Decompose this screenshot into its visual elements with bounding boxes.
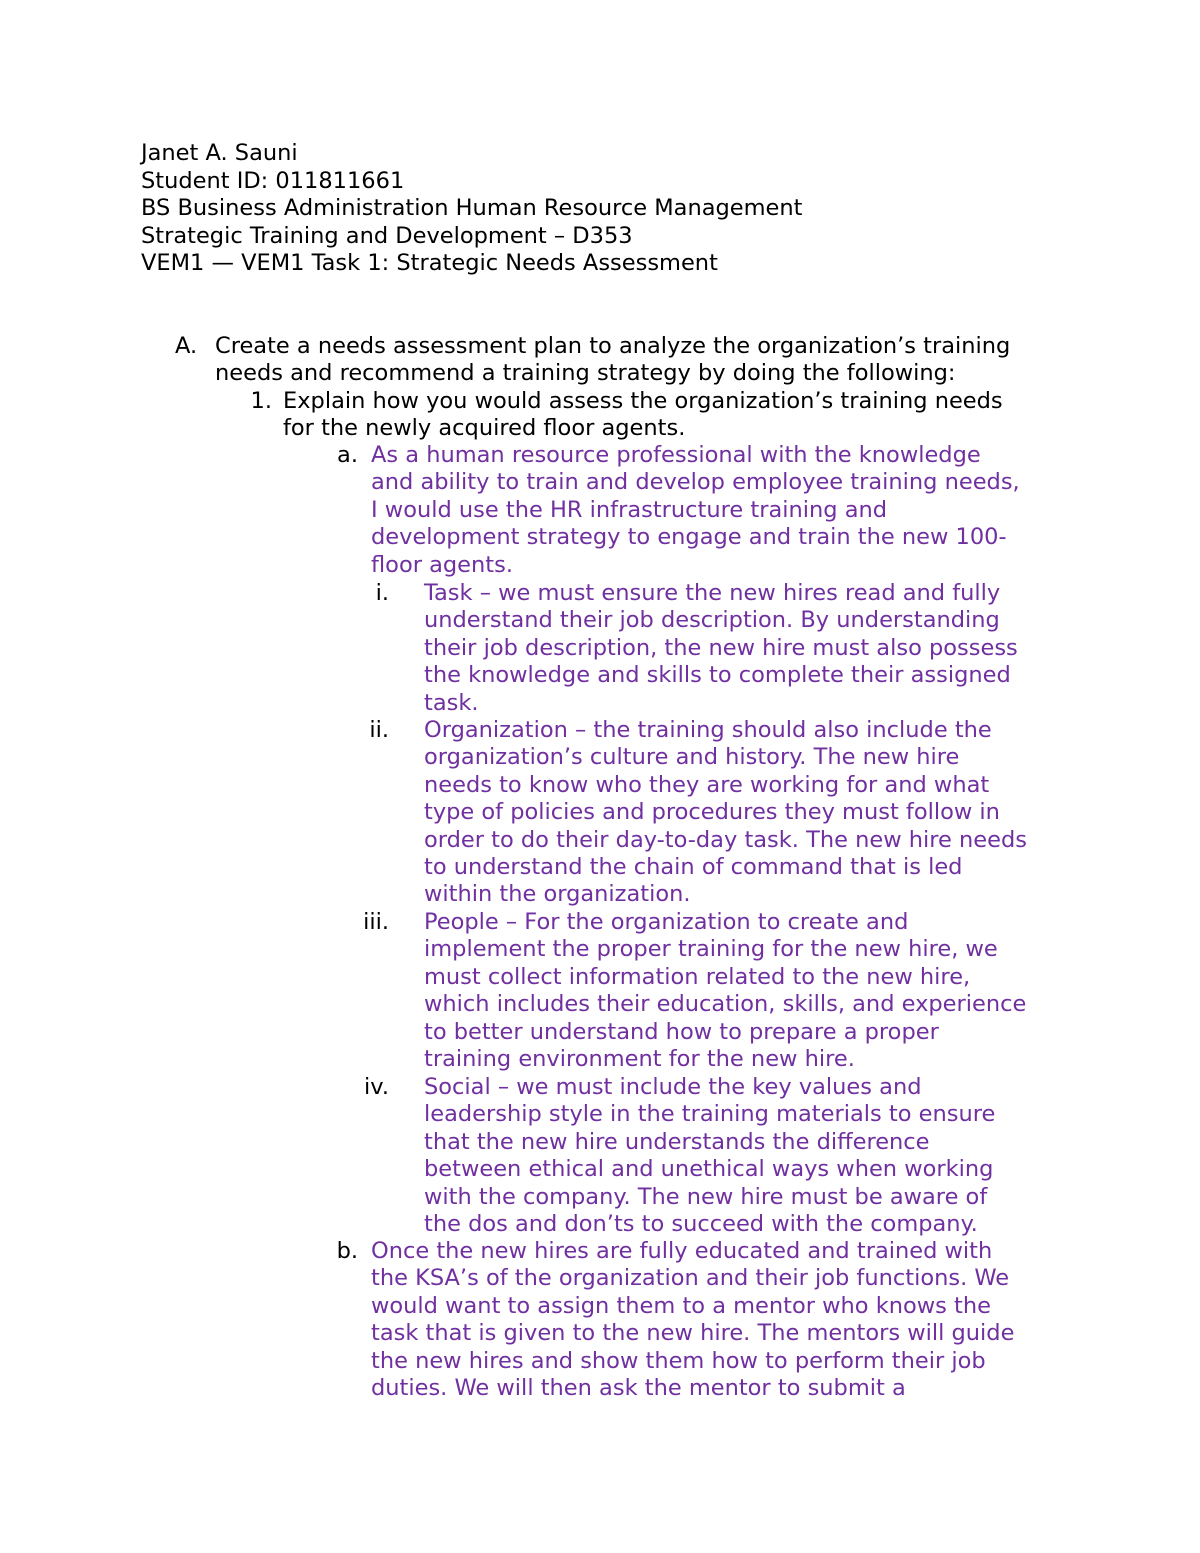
list-marker: i. bbox=[375, 580, 389, 606]
list-marker: b. bbox=[336, 1238, 358, 1264]
text-line: order to do their day-to-day task. The new hire needs bbox=[424, 826, 1027, 853]
answer-text bbox=[424, 580, 1018, 717]
list-marker: ii. bbox=[369, 717, 389, 743]
text-line: would want to assign them to a mentor who knows the bbox=[371, 1292, 991, 1319]
text-line: between ethical and unethical ways when working bbox=[424, 1156, 994, 1183]
text-line: with the company. The new hire must be aware of bbox=[424, 1183, 988, 1210]
task-title: VEM1 — VEM1 Task 1: Strategic Needs Assessment bbox=[141, 250, 718, 276]
outline-item-sub-b bbox=[320, 1238, 1014, 1402]
item-text bbox=[283, 388, 1003, 443]
text-line: Organization – the training should also include the bbox=[424, 717, 992, 743]
text-line: the KSA’s of the organization and their job functions. We bbox=[371, 1265, 1010, 1292]
outline-item-roman-i bbox=[319, 580, 1018, 717]
text-line: development strategy to engage and train the new 100- bbox=[371, 524, 1007, 551]
text-line: As a human resource professional with the knowledge bbox=[371, 442, 981, 468]
list-marker: iv. bbox=[364, 1074, 389, 1100]
author-name: Janet A. Sauni bbox=[141, 140, 298, 166]
text-line: task that is given to the new hire. The mentors will guide bbox=[371, 1320, 1015, 1347]
answer-text bbox=[424, 717, 1027, 909]
text-line: type of policies and procedures they must follow in bbox=[424, 799, 1000, 826]
course-title: Strategic Training and Development – D353 bbox=[141, 222, 633, 249]
document-header bbox=[141, 140, 803, 278]
list-marker: A. bbox=[175, 333, 198, 359]
list-marker: a. bbox=[337, 442, 358, 468]
text-line: the new hires and show them how to perform their job bbox=[371, 1347, 986, 1374]
text-line: organization’s culture and history. The new hire bbox=[424, 744, 960, 771]
text-line: for the newly acquired floor agents. bbox=[283, 415, 686, 442]
text-line: People – For the organization to create and bbox=[424, 909, 909, 935]
text-line: needs to know who they are working for and what bbox=[424, 771, 990, 798]
answer-text bbox=[424, 909, 1026, 1073]
degree-program: BS Business Administration Human Resource Management bbox=[141, 195, 803, 221]
text-line: Social – we must include the key values and bbox=[424, 1074, 922, 1100]
list-marker: iii. bbox=[363, 909, 389, 935]
text-line: which includes their education, skills, and experience bbox=[424, 991, 1027, 1018]
outline-item-sub-a bbox=[320, 442, 1020, 579]
text-line: their job description, the new hire must also possess bbox=[424, 634, 1018, 661]
text-line: understand their job description. By understanding bbox=[424, 607, 1000, 634]
outline-item-roman-iv bbox=[319, 1074, 995, 1238]
text-line: that the new hire understands the difference bbox=[424, 1128, 930, 1155]
text-line: duties. We will then ask the mentor to submit a bbox=[371, 1375, 906, 1402]
text-line: Explain how you would assess the organization’s training needs bbox=[283, 388, 1003, 414]
text-line: Once the new hires are fully educated and trained with bbox=[371, 1238, 993, 1264]
answer-text bbox=[371, 442, 1020, 579]
text-line: Task – we must ensure the new hires read and fully bbox=[424, 580, 1001, 606]
text-line: Create a needs assessment plan to analyze the organization’s training bbox=[215, 333, 1011, 359]
text-line: the knowledge and skills to complete their assigned bbox=[424, 662, 1011, 689]
text-line: task. bbox=[424, 689, 479, 716]
outline-item-roman-ii bbox=[319, 717, 1027, 909]
outline-item-1 bbox=[230, 388, 1003, 443]
text-line: must collect information related to the new hire, bbox=[424, 963, 971, 990]
text-line: implement the proper training for the new hire, we bbox=[424, 936, 998, 963]
answer-text bbox=[424, 1074, 995, 1238]
outline-item-a bbox=[150, 333, 1010, 388]
item-text bbox=[215, 333, 1010, 388]
text-line: floor agents. bbox=[371, 551, 513, 578]
text-line: needs and recommend a training strategy by doing the following: bbox=[215, 360, 956, 387]
text-line: within the organization. bbox=[424, 881, 691, 908]
text-line: the dos and don’ts to succeed with the company. bbox=[424, 1211, 978, 1238]
list-marker: 1. bbox=[250, 388, 272, 414]
student-id: Student ID: 011811661 bbox=[141, 167, 405, 194]
text-line: to better understand how to prepare a proper bbox=[424, 1018, 939, 1045]
text-line: leadership style in the training materials to ensure bbox=[424, 1101, 996, 1128]
text-line: and ability to train and develop employee training needs, bbox=[371, 469, 1020, 496]
text-line: to understand the chain of command that is led bbox=[424, 854, 963, 881]
outline-item-roman-iii bbox=[319, 909, 1026, 1073]
answer-text bbox=[371, 1238, 1014, 1402]
text-line: training environment for the new hire. bbox=[424, 1046, 855, 1073]
text-line: I would use the HR infrastructure training and bbox=[371, 496, 888, 523]
